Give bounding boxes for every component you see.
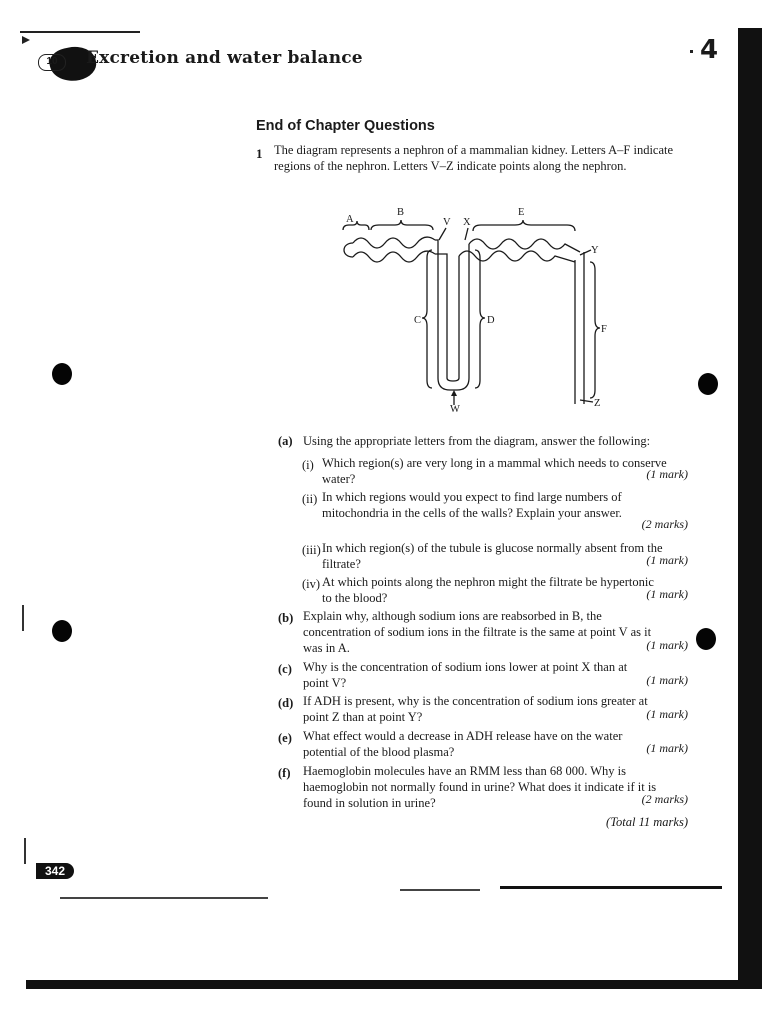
brace-D bbox=[475, 250, 485, 388]
margin-tick bbox=[22, 605, 24, 631]
label-W: W bbox=[450, 404, 460, 415]
label-F: F bbox=[601, 324, 607, 335]
proximal-tubule-upper bbox=[353, 237, 435, 248]
part-a-i-line2: water? bbox=[322, 472, 356, 486]
pointer-V bbox=[439, 228, 446, 240]
part-a-i-line1: Which region(s) are very long in a mammal which needs to conserve bbox=[322, 456, 667, 470]
part-d-label: (d) bbox=[278, 696, 294, 710]
binder-hole bbox=[698, 373, 718, 395]
corner-dot bbox=[690, 50, 693, 53]
label-Z: Z bbox=[594, 398, 601, 409]
arrowhead-W bbox=[451, 390, 457, 396]
part-a-iii-line1: In which region(s) of the tubule is glucose normally absent from the bbox=[322, 541, 663, 555]
part-a-ii-marks: (2 marks) bbox=[641, 517, 688, 531]
distal-tubule-upper bbox=[469, 239, 580, 252]
part-c-marks: (1 mark) bbox=[646, 673, 688, 687]
part-a-ii-line1: In which regions would you expect to find large numbers of bbox=[322, 490, 622, 504]
binder-hole bbox=[52, 363, 72, 385]
part-a-i-label: (i) bbox=[302, 458, 314, 472]
footer-rule-right bbox=[500, 886, 722, 889]
binder-hole bbox=[696, 628, 716, 650]
part-c-line2: point V? bbox=[303, 676, 347, 690]
part-e-label: (e) bbox=[278, 731, 292, 745]
part-c-label: (c) bbox=[278, 662, 292, 676]
label-E: E bbox=[518, 207, 525, 218]
part-a-ii-line2: mitochondria in the cells of the walls? Explain your answer. bbox=[322, 506, 622, 520]
label-B: B bbox=[397, 207, 405, 218]
part-f-line2: haemoglobin not normally found in urine? What does it indicate if it is bbox=[303, 780, 657, 794]
part-e-line1: What effect would a decrease in ADH release have on the water bbox=[303, 729, 623, 743]
part-a-ii-label: (ii) bbox=[302, 492, 318, 506]
proximal-tubule-lower bbox=[353, 251, 435, 262]
part-e-line2: potential of the blood plasma? bbox=[303, 745, 455, 759]
label-A: A bbox=[346, 214, 354, 225]
brace-C bbox=[422, 250, 432, 388]
scan-edge-right bbox=[738, 28, 762, 988]
part-a-iii-marks: (1 mark) bbox=[646, 553, 688, 567]
part-c-line1: Why is the concentration of sodium ions lower at point X than at bbox=[303, 660, 628, 674]
question-intro: The diagram represents a nephron of a mammalian kidney. Letters A–F indicate regions of the nephron. Letters V–Z indicate points along the nephron. bbox=[274, 143, 674, 173]
part-f-label: (f) bbox=[278, 766, 291, 780]
pointer-Y bbox=[580, 250, 591, 255]
part-b-line2: concentration of sodium ions in the filtrate is the same at point V as it bbox=[303, 625, 652, 639]
distal-tubule-lower bbox=[459, 251, 575, 262]
part-a-iii-label: (iii) bbox=[302, 543, 321, 557]
brace-E bbox=[473, 220, 575, 231]
part-a-label: (a) bbox=[278, 434, 293, 448]
part-f-line3: found in solution in urine? bbox=[303, 796, 436, 810]
part-a-iv-marks: (1 mark) bbox=[646, 587, 688, 601]
brace-F bbox=[590, 262, 600, 398]
total-marks: (Total 11 marks) bbox=[606, 815, 688, 829]
part-d-line2: point Z than at point Y? bbox=[303, 710, 423, 724]
bowmans-capsule bbox=[344, 243, 353, 257]
footer-rule-left bbox=[60, 897, 268, 899]
top-rule bbox=[20, 31, 140, 33]
nephron-diagram bbox=[335, 200, 620, 415]
part-b-line3: was in A. bbox=[303, 641, 350, 655]
chapter-title: Excretion and water balance bbox=[86, 48, 363, 68]
label-C: C bbox=[414, 315, 422, 326]
question-number: 1 bbox=[256, 146, 263, 161]
section-heading: End of Chapter Questions bbox=[256, 118, 435, 134]
chapter-number-badge: 10 bbox=[38, 54, 66, 71]
part-b-marks: (1 mark) bbox=[646, 638, 688, 652]
pointer-X bbox=[465, 228, 468, 240]
part-a-i-marks: (1 mark) bbox=[646, 467, 688, 481]
part-b-line1: Explain why, although sodium ions are reabsorbed in B, the bbox=[303, 609, 602, 623]
scan-edge-bottom bbox=[26, 980, 762, 989]
page-number: 342 bbox=[36, 863, 74, 879]
label-V: V bbox=[443, 217, 451, 228]
part-a-text: Using the appropriate letters from the diagram, answer the following: bbox=[303, 434, 651, 448]
loop-outer bbox=[435, 240, 469, 390]
part-a-iv-line1: At which points along the nephron might the filtrate be hypertonic bbox=[322, 575, 654, 589]
brace-B bbox=[371, 220, 433, 230]
footer-rule-mid bbox=[400, 889, 480, 891]
part-a-iv-label: (iv) bbox=[302, 577, 321, 591]
label-Y: Y bbox=[591, 245, 599, 256]
part-f-marks: (2 marks) bbox=[641, 792, 688, 806]
part-d-line1: If ADH is present, why is the concentration of sodium ions greater at bbox=[303, 694, 648, 708]
corner-mark: 4 bbox=[700, 35, 719, 65]
part-a-iii-line2: filtrate? bbox=[322, 557, 361, 571]
pointer-Z bbox=[580, 400, 593, 402]
label-D: D bbox=[487, 315, 495, 326]
top-arrow-mark bbox=[22, 36, 30, 44]
label-X: X bbox=[463, 217, 471, 228]
part-b-label: (b) bbox=[278, 611, 294, 625]
part-f-line1: Haemoglobin molecules have an RMM less than 68 000. Why is bbox=[303, 764, 626, 778]
binder-hole bbox=[52, 620, 72, 642]
part-e-marks: (1 mark) bbox=[646, 741, 688, 755]
margin-tick bbox=[24, 838, 26, 864]
part-d-marks: (1 mark) bbox=[646, 707, 688, 721]
part-a-iv-line2: to the blood? bbox=[322, 591, 388, 605]
